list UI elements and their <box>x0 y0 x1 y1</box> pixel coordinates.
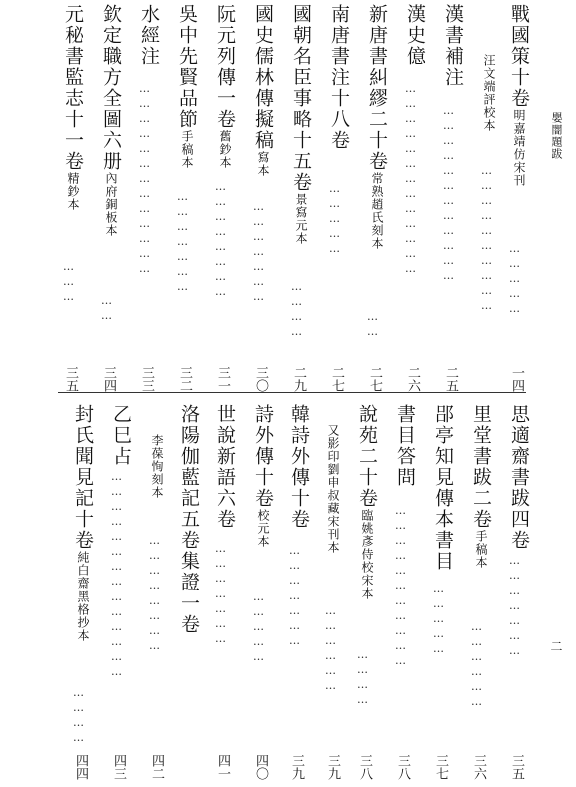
dot-leader: …………………………… <box>394 504 407 669</box>
entry-title: 詩外傳十卷 <box>252 404 274 509</box>
entry-note: 寫本 <box>256 151 270 177</box>
entry-title: 洛陽伽藍記五卷集證一卷 <box>178 404 200 635</box>
entry-title: 吳中先賢品節 <box>176 4 198 130</box>
dot-leader: …………… <box>328 182 341 257</box>
dot-leader: ………………… <box>252 200 265 305</box>
entry-page: 三五 <box>63 366 78 392</box>
dot-leader: ………………………… <box>480 164 493 314</box>
entry-note: 汪文端評校本 <box>482 54 496 132</box>
dot-leader: …………… <box>508 242 521 317</box>
toc-entry-upper-3 <box>440 4 468 392</box>
dot-leader: …………… <box>432 582 445 657</box>
entry-page: 三四 <box>101 366 116 392</box>
toc-entry-upper-1 <box>506 4 534 392</box>
toc-entry-lower-1 <box>506 404 534 784</box>
entry-title: 世說新語六卷 <box>214 404 236 530</box>
entry-page: 三九 <box>289 754 304 780</box>
dot-leader: ………………… <box>214 542 227 647</box>
toc-entry-upper-6 <box>326 4 354 392</box>
entry-note: 手稿本 <box>474 530 488 569</box>
dot-leader: …… <box>100 294 113 324</box>
toc-entry-upper-9 <box>212 4 240 392</box>
entry-title: 封氏聞見記十卷 <box>72 404 94 551</box>
entry-note: 李葆恂刻本 <box>150 434 164 499</box>
dot-leader: …………………………………… <box>110 470 123 680</box>
entry-page: 一四 <box>509 366 524 392</box>
dot-leader: ………… <box>290 280 303 340</box>
toc-entry-lower-6 <box>322 404 350 784</box>
toc-entry-lower-10 <box>176 404 204 784</box>
entry-page: 四三 <box>111 754 126 780</box>
entry-page: 四四 <box>73 754 88 780</box>
entry-title: 元秘書監志十一卷 <box>62 4 84 172</box>
entry-title: 書目答問 <box>394 404 416 488</box>
entry-title: 水經注 <box>138 4 160 67</box>
toc-entry-upper-7 <box>288 4 316 392</box>
entry-page: 三五 <box>509 754 524 780</box>
entry-page: 二六 <box>405 366 420 392</box>
dot-leader: …………………… <box>148 534 161 654</box>
entry-title: 韓詩外傳十卷 <box>288 404 310 530</box>
entry-page: 二七 <box>367 366 382 392</box>
toc-entry-upper-5 <box>364 4 392 392</box>
entry-page: 三一 <box>215 366 230 392</box>
dot-leader: ………………………………… <box>404 82 417 277</box>
entry-page: 四二 <box>149 754 164 780</box>
dot-leader: ……… <box>62 260 75 305</box>
toc-entry-upper-12 <box>98 4 126 392</box>
dot-leader: ………………… <box>288 544 301 649</box>
page-number: 二 <box>549 640 563 652</box>
toc-entry-lower-9 <box>212 404 240 784</box>
toc-entry-lower-12 <box>108 404 136 784</box>
entry-page: 三八 <box>395 754 410 780</box>
toc-entry-lower-2 <box>468 404 496 784</box>
entry-note: 明嘉靖仿宋刊 <box>512 109 526 187</box>
entry-page: 二九 <box>291 366 306 392</box>
entry-title: 南唐書注十八卷 <box>328 4 350 151</box>
dot-leader: …………… <box>252 590 265 665</box>
entry-title: 戰國策十卷 <box>508 4 530 109</box>
entry-page: 三八 <box>357 754 372 780</box>
entry-title: 阮元列傳一卷 <box>214 4 236 130</box>
entry-page: 三三 <box>139 366 154 392</box>
toc-entry-lower-5 <box>354 404 382 784</box>
toc-entry-upper-11 <box>136 4 164 392</box>
entry-page: 三〇 <box>253 366 268 392</box>
toc-entry-lower-3 <box>430 404 458 784</box>
entry-title: 里堂書跋二卷 <box>470 404 492 530</box>
entry-note: 精鈔本 <box>66 172 80 211</box>
dot-leader: ………………… <box>176 190 189 295</box>
entry-note: 舊鈔本 <box>218 130 232 169</box>
entry-page: 二七 <box>329 366 344 392</box>
dot-leader: ………… <box>356 648 369 708</box>
dot-leader: ……………… <box>470 620 483 710</box>
entry-page: 三七 <box>433 754 448 780</box>
dot-leader: ……………… <box>324 604 337 694</box>
dot-leader: ………………… <box>508 554 521 659</box>
entry-title: 乙巳占 <box>110 404 132 467</box>
running-head: 嬰闇題跋 <box>550 112 563 160</box>
entry-title: 欽定職方全圖六册 <box>100 4 122 172</box>
entry-page: 二五 <box>443 366 458 392</box>
entry-page: 四〇 <box>253 754 268 780</box>
section-divider <box>58 392 526 393</box>
entry-page: 三二 <box>177 366 192 392</box>
toc-entry-lower-13 <box>70 404 98 784</box>
toc-entry-upper-10 <box>174 4 202 392</box>
toc-entry-upper-8 <box>250 4 278 392</box>
toc-entry-upper-4 <box>402 4 430 392</box>
entry-note: 景寫元本 <box>294 193 308 245</box>
entry-title: 說苑二十卷 <box>356 404 378 509</box>
entry-page: 三六 <box>471 754 486 780</box>
dot-leader: ……………………………… <box>442 104 455 284</box>
dot-leader: ………… <box>72 686 85 746</box>
entry-page: 三九 <box>325 754 340 780</box>
entry-note: 手稿本 <box>180 130 194 169</box>
entry-note: 內府銅板本 <box>104 172 118 237</box>
entry-title: 思適齋書跋四卷 <box>508 404 530 551</box>
entry-title: 新唐書糾繆二十卷 <box>366 4 388 172</box>
toc-entry-lower-11 <box>146 404 174 784</box>
entry-note: 常熟趙氏刻本 <box>370 172 384 250</box>
entry-title: 漢書補注 <box>442 4 464 88</box>
toc-entry-upper-2 <box>478 4 506 384</box>
entry-title: 漢史億 <box>404 4 426 67</box>
entry-title: 國史儒林傳擬稿 <box>252 4 274 151</box>
toc-entry-upper-13 <box>60 4 88 392</box>
entry-note: 純白齋黑格抄本 <box>76 551 90 642</box>
entry-page: 四一 <box>215 754 230 780</box>
entry-note: 校元本 <box>256 509 270 548</box>
entry-note: 又影印劉申叔藏宋刊本 <box>326 424 340 554</box>
toc-entry-lower-8 <box>250 404 278 784</box>
entry-note: 臨姚彥侍校宋本 <box>360 509 374 600</box>
dot-leader: …… <box>366 310 379 340</box>
toc-entry-lower-7 <box>286 404 314 784</box>
dot-leader: …………………… <box>214 180 227 300</box>
entry-title: 郘亭知見傳本書目 <box>432 404 454 572</box>
toc-entry-lower-4 <box>392 404 420 784</box>
dot-leader: ………………………………… <box>138 82 151 277</box>
entry-title: 國朝名臣事略十五卷 <box>290 4 312 193</box>
